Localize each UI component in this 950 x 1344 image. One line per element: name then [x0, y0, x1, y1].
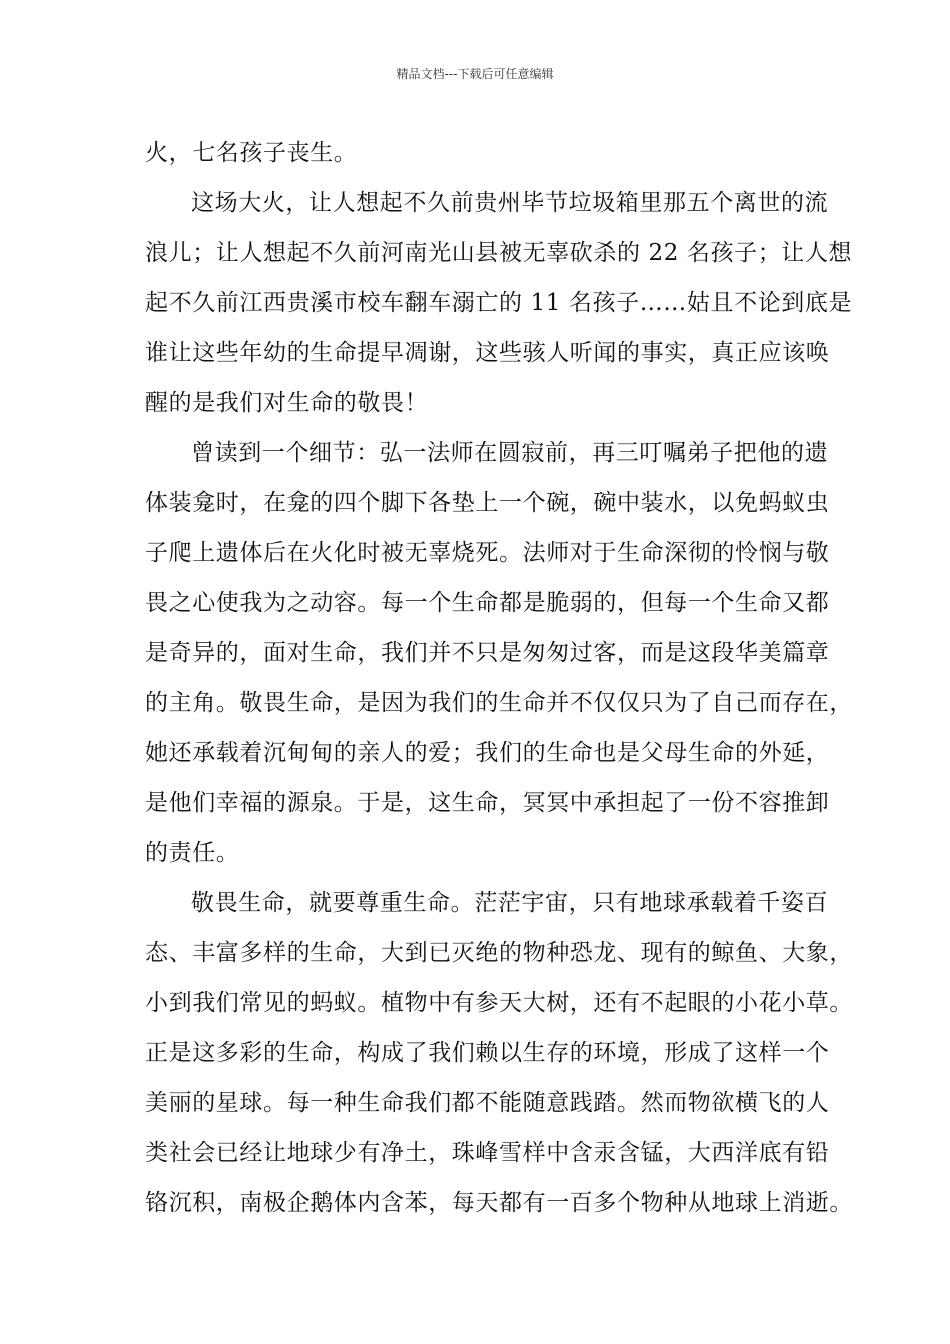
document-body: [145, 128, 853, 1228]
page-header: 精品文档---下载后可任意编辑: [396, 67, 554, 81]
text-line: 体装龛时，在龛的四个脚下各垫上一个碗，碗中装水，以免蚂蚁虫: [145, 490, 830, 516]
paragraph: [145, 178, 853, 428]
text-line: 是他们幸福的源泉。于是，这生命，冥冥中承担起了一份不容推卸: [145, 790, 830, 816]
text-line: 态、丰富多样的生命，大到已灭绝的物种恐龙、现有的鲸鱼、大象，: [145, 940, 853, 966]
text-line: 火，七名孩子丧生。: [145, 140, 358, 166]
paragraph: [145, 428, 853, 878]
text-line: 小到我们常见的蚂蚁。植物中有参天大树，还有不起眼的小花小草。: [145, 990, 853, 1016]
text-line: 畏之心使我为之动容。每一个生命都是脆弱的，但每一个生命又都: [145, 590, 830, 616]
text-line: 醒的是我们对生命的敬畏！: [145, 390, 429, 416]
text-line: 的主角。敬畏生命，是因为我们的生命并不仅仅只为了自己而存在，: [145, 690, 853, 716]
text-line: 是奇异的，面对生命，我们并不只是匆匆过客，而是这段华美篇章: [145, 640, 830, 666]
text-line: 敬畏生命，就要尊重生命。茫茫宇宙，只有地球承载着千姿百: [191, 890, 829, 916]
text-line: 浪儿；让人想起不久前河南光山县被无辜砍杀的 22 名孩子；让人想: [145, 240, 853, 266]
text-line: 她还承载着沉甸甸的亲人的爱；我们的生命也是父母生命的外延，: [145, 740, 830, 766]
text-line: 美丽的星球。每一种生命我们都不能随意践踏。然而物欲横飞的人: [145, 1090, 830, 1116]
text-line: 正是这多彩的生命，构成了我们赖以生存的环境，形成了这样一个: [145, 1040, 830, 1066]
text-line: 子爬上遗体后在火化时被无辜烧死。法师对于生命深彻的怜悯与敬: [145, 540, 830, 566]
text-line: 谁让这些年幼的生命提早凋谢，这些骇人听闻的事实，真正应该唤: [145, 340, 830, 366]
text-line: 类社会已经让地球少有净土，珠峰雪样中含汞含锰，大西洋底有铅: [145, 1140, 830, 1166]
text-line: 起不久前江西贵溪市校车翻车溺亡的 11 名孩子……姑且不论到底是: [145, 290, 853, 316]
text-line: 铬沉积，南极企鹅体内含苯，每天都有一百多个物种从地球上消逝。: [145, 1190, 853, 1216]
text-line: 的责任。: [145, 840, 240, 866]
text-line: 曾读到一个细节：弘一法师在圆寂前，再三叮嘱弟子把他的遗: [191, 440, 829, 466]
paragraph: [145, 128, 835, 178]
text-line: 这场大火，让人想起不久前贵州毕节垃圾箱里那五个离世的流: [191, 190, 829, 216]
paragraph: [145, 878, 853, 1228]
